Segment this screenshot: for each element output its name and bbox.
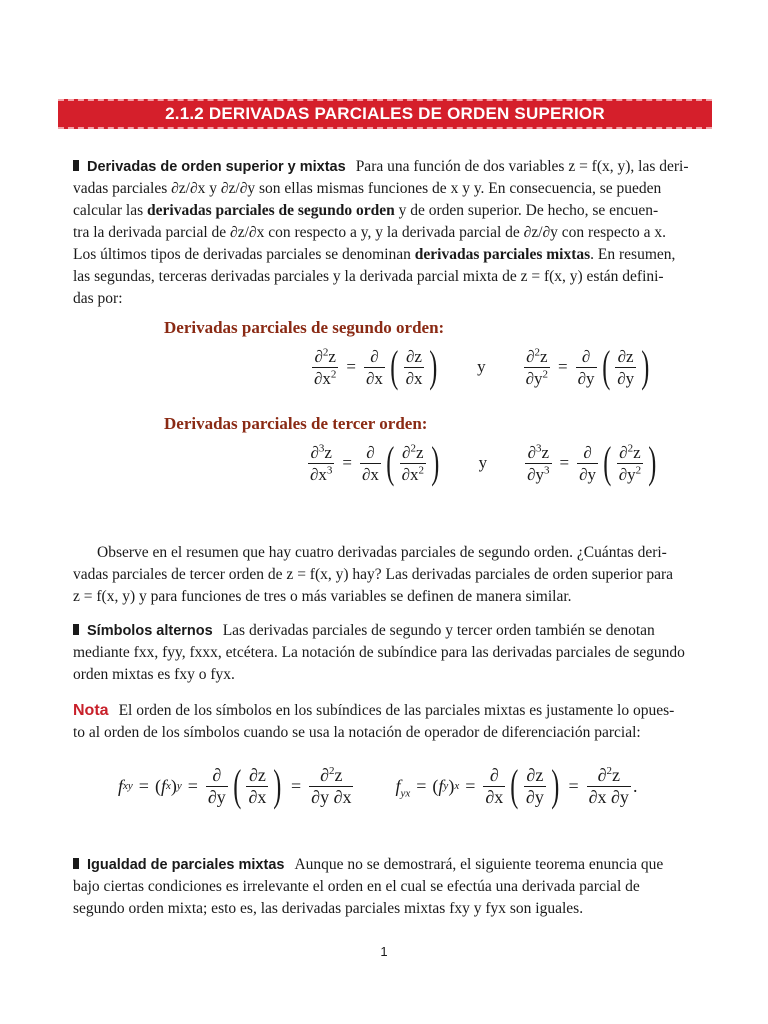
section-title: 2.1.2 DERIVADAS PARCIALES DE ORDEN SUPERIOR <box>165 104 605 123</box>
text-line: Aunque no se demostrará, el siguiente teorema enuncia que <box>294 856 664 873</box>
paragraph-mixed-equality <box>73 854 698 920</box>
text-line: las segundas, terceras derivadas parciales y la derivada parcial mixta de z = f(x, y) están defini- <box>73 268 664 285</box>
equation-fraction: $\frac{\partial^2z}{\partial y^2}$ <box>525 345 549 388</box>
equation-fraction: $\frac{\partial^3z}{\partial y^3}$ <box>527 441 550 484</box>
text-line: to al orden de los símbolos cuando se usa la notación de operador de diferenciación parcial: <box>73 724 641 741</box>
text-line: orden mixtas es fxy o fyx. <box>73 666 235 683</box>
third-order-heading: Derivadas parciales de tercer orden: <box>164 414 428 433</box>
bullet-icon <box>73 624 79 635</box>
text-line: vadas parciales ∂z/∂x y ∂z/∂y son ellas mismas funciones de x y y. En consecuencia, se pueden <box>73 180 662 197</box>
paragraph-lead: Símbolos alternos <box>87 623 213 639</box>
paragraph-higher-order <box>73 156 698 310</box>
second-order-equations: $\frac{\partial^2z}{\partial x^2}$ = $\frac{\partial}{\partial x}$ ( $\frac{\partial z}{\partial x}$ ) y $\frac{\partial^2z}{\partial y^2}$ = $\frac{\partial}{\partial y}$ ( $\frac{\partial z}{\partial y}$ ) <box>314 342 650 391</box>
text-line: z = f(x, y) y para funciones de tres o más variables se definen de manera similar. <box>73 588 572 605</box>
equation-fraction: $\frac{\partial^3z}{\partial x^3}$ <box>310 441 333 484</box>
text-line: calcular las <box>73 202 148 219</box>
text-line: tra la derivada parcial de ∂z/∂x con respecto a y, y la derivada parcial de ∂z/∂y con respecto a x. <box>73 224 666 241</box>
bold-term: derivadas parciales de segundo orden <box>147 202 395 219</box>
text-line: segundo orden mixta; esto es, las derivadas parciales mixtas fxy y fyx son iguales. <box>73 900 584 917</box>
text-line: Los últimos tipos de derivadas parciales se denominan <box>73 246 415 263</box>
equation-connector: y <box>478 453 488 472</box>
text-line: das por: <box>73 290 123 307</box>
bullet-icon <box>73 858 79 869</box>
bold-term: derivadas parciales mixtas <box>414 246 591 263</box>
paragraph-alternate-symbols <box>73 620 698 686</box>
mixed-partial-equations: f xy = ( f x ) y = $\frac{\partial}{\partial y}$ ( $\frac{\partial z}{\partial x}$ ) = $\frac{\partial^2z}{\partial y \partial x}$ $f_{yx}$ = ( f y ) x = $\frac{\partial}{\partial x}$ ( $\frac{\partial z}{\partial y}$ ) = $\frac{\partial^2z}{\partial x \partial y}$ . <box>118 761 638 810</box>
equation-connector: y <box>477 357 486 376</box>
note-label: Nota <box>73 702 109 719</box>
paragraph-lead: Derivadas de orden superior y mixtas <box>87 159 346 175</box>
text-line: Para una función de dos variables z = f(x, y), las deri- <box>355 158 689 175</box>
text-line: Observe en el resumen que hay cuatro derivadas parciales de segundo orden. ¿Cuántas deri- <box>97 544 667 561</box>
paragraph-observe <box>73 542 698 608</box>
paragraph-lead: Igualdad de parciales mixtas <box>87 857 285 873</box>
bullet-icon <box>73 160 79 171</box>
third-order-equations: $\frac{\partial^3z}{\partial x^3}$ = $\frac{\partial}{\partial x}$ ( $\frac{\partial^2z}{\partial x^2}$ ) y $\frac{\partial^3z}{\partial y^3}$ = $\frac{\partial}{\partial y}$ ( $\frac{\partial^2z}{\partial y^2}$ ) <box>310 438 657 487</box>
second-order-heading: Derivadas parciales de segundo orden: <box>164 318 445 337</box>
equation-fraction: $\frac{\partial^2z}{\partial x^2}$ <box>314 345 337 388</box>
text-line: El orden de los símbolos en los subíndices de las parciales mixtas es justamente lo opues- <box>118 702 675 719</box>
page-number: 1 <box>380 944 388 959</box>
section-banner <box>58 99 712 129</box>
text-line: . En resumen, <box>590 246 676 263</box>
text-line: bajo ciertas condiciones es irrelevante el orden en el cual se efectúa una derivada parcial de <box>73 878 640 895</box>
paragraph-note <box>73 700 698 744</box>
text-line: y de orden superior. De hecho, se encuen- <box>394 202 659 219</box>
text-line: vadas parciales de tercer orden de z = f(x, y) hay? Las derivadas parciales de orden superior para <box>73 566 674 583</box>
text-line: Las derivadas parciales de segundo y tercer orden también se denotan <box>222 622 655 639</box>
text-line: mediante fxx, fyy, fxxx, etcétera. La notación de subíndice para las derivadas parciales de segundo <box>73 644 685 661</box>
